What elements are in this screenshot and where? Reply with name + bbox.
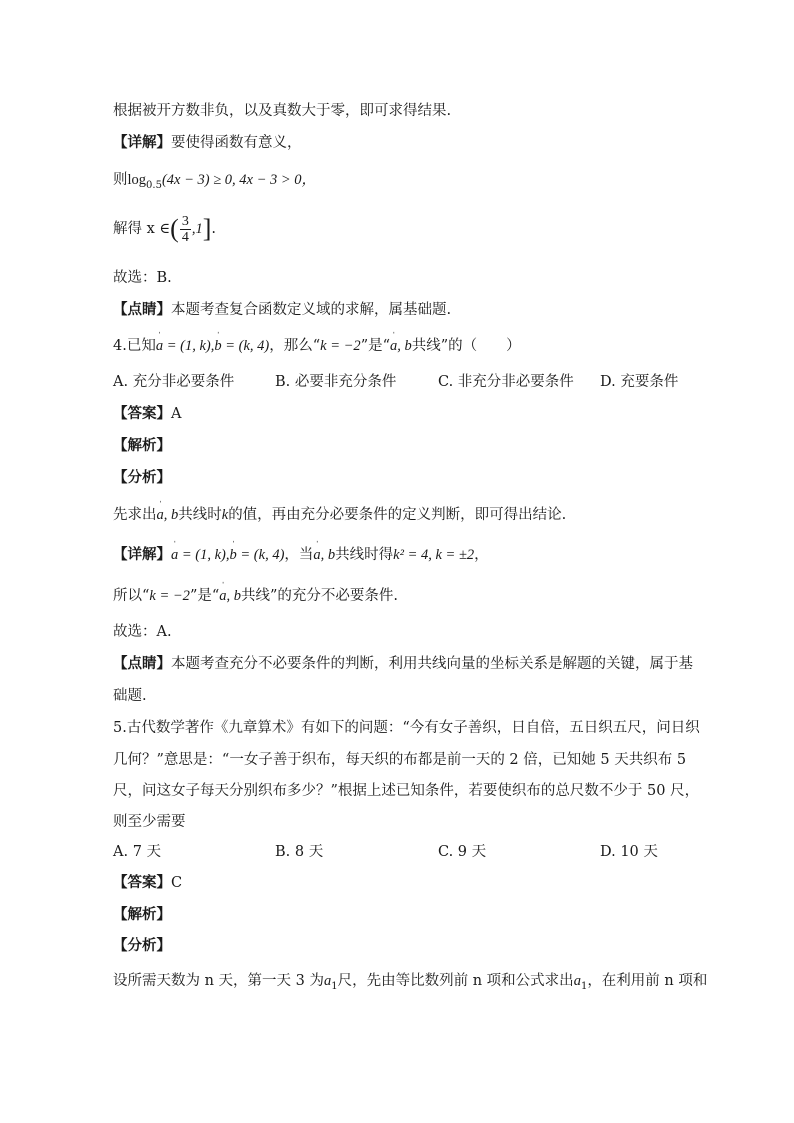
q4-option-b: B. 必要非充分条件 bbox=[275, 374, 397, 390]
q3-analysis-tail: 根据被开方数非负，以及真数大于零，即可求得结果. bbox=[113, 103, 452, 119]
q5-option-d: D. 10 天 bbox=[600, 844, 658, 860]
q4-stem: 4.已知ˈ a = (1, k),ˈ b = (k, 4)，那么“k = −2”是“ˈ a, b共线”的（ ） bbox=[113, 336, 682, 356]
q3-inequality: 则$\log_{0.5}(4x - 3) \ge 0$, 4x − 3 > 0， bbox=[113, 172, 317, 191]
q4-analysis-label: 【解析】 bbox=[113, 437, 171, 454]
q5-stem-line-2: 几何？”意思是：“一女子善于织布，每天织的布都是前一天的 2 倍，已知她 5 天共织布 5 bbox=[113, 752, 687, 768]
q4-fenxi-text: 先求出ˈ a, b共线时k的值，再由充分必要条件的定义判断，即可得出结论. bbox=[113, 505, 682, 525]
q5-stem-line-4: 则至少需要 bbox=[113, 814, 186, 830]
q5-option-c: C. 9 天 bbox=[438, 844, 487, 860]
fraction-3-4: $\frac{3}{4}$ bbox=[181, 213, 189, 245]
q3-solution: 解得 x ∈( $\frac{3}{4}$ ,1]. bbox=[113, 213, 216, 245]
q4-option-d: D. 充要条件 bbox=[600, 374, 679, 390]
q4-conclusion: 所以“k = −2”是“ˈ a, b共线”的充分不必要条件. bbox=[113, 586, 682, 606]
q3-choice: 故选：B. bbox=[113, 270, 172, 286]
q4-choice: 故选：A. bbox=[113, 624, 172, 640]
q5-stem-line-3: 尺，问这女子每天分别织布多少？”根据上述已知条件，若要使织布的总尺数不少于 50 尺， bbox=[113, 783, 700, 799]
q4-fenxi-label: 【分析】 bbox=[113, 469, 171, 486]
q4-comment: 【点睛】本题考查充分不必要条件的判断，利用共线向量的坐标关系是解题的关键，属于基 bbox=[113, 655, 693, 672]
q5-analysis-label: 【解析】 bbox=[113, 906, 171, 923]
q5-option-a: A. 7 天 bbox=[113, 844, 162, 860]
q4-answer: 【答案】A bbox=[113, 405, 182, 422]
q3-comment: 【点睛】本题考查复合函数定义域的求解，属基础题. bbox=[113, 301, 452, 318]
q4-comment-cont: 础题. bbox=[113, 688, 147, 704]
q5-option-b: B. 8 天 bbox=[275, 844, 324, 860]
q4-detail: 【详解】ˈ a = (1, k),ˈ b = (k, 4)，当ˈ a, b共线时得k² = 4, k = ±2， bbox=[113, 545, 682, 565]
q5-fenxi-text: 设所需天数为 n 天，第一天 3 为$a_1$尺，先由等比数列前 n 项和公式求出$a_1$，在利用前 n 项和 bbox=[113, 973, 708, 992]
q4-option-c: C. 非充分非必要条件 bbox=[438, 374, 574, 390]
q3-detail: 【详解】要使得函数有意义， bbox=[113, 134, 302, 151]
q5-stem-line-1: 5.古代数学著作《九章算术》有如下的问题：“今有女子善织，日自倍，五日织五尺，问日织 bbox=[113, 720, 700, 736]
q5-answer: 【答案】C bbox=[113, 874, 183, 891]
q4-option-a: A. 充分非必要条件 bbox=[113, 374, 235, 390]
q5-fenxi-label: 【分析】 bbox=[113, 937, 171, 954]
